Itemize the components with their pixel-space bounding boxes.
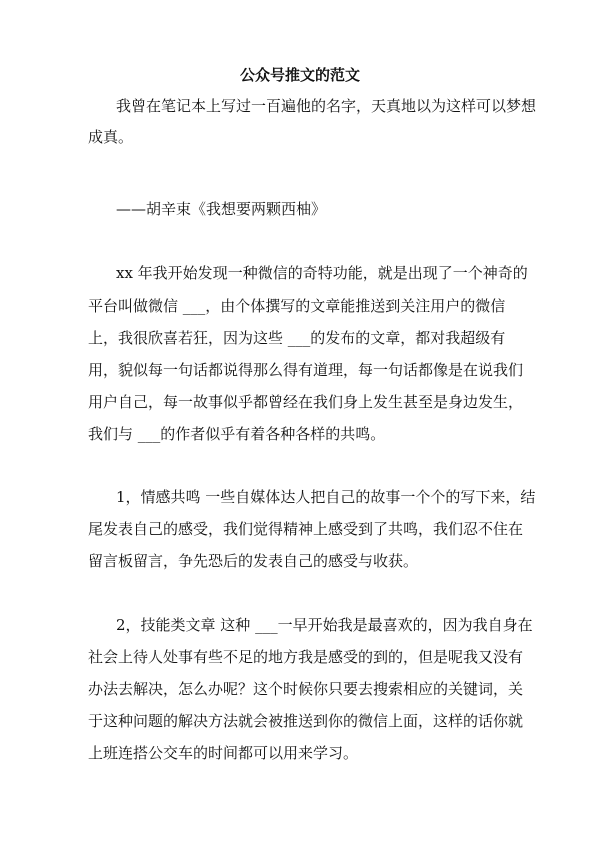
paragraph-discovery-line: 用户自己，每一故事似乎都曾经在我们身上发生甚至是身边发生，: [88, 393, 524, 411]
paragraph-opening-line: 成真。: [88, 128, 134, 146]
paragraph-emotion-line: 留言板留言，争先恐后的发表自己的感受与收获。: [88, 552, 419, 570]
paragraph-skills-line: 办法去解决，怎么办呢？这个时候你只要去搜索相应的关键词，关: [88, 680, 524, 698]
paragraph-discovery-line: 用，貌似每一句话都说得那么得有道理，每一句话都像是在说我们: [88, 361, 524, 379]
paragraph-skills-line: 于这种问题的解决方法就会被推送到你的微信上面，这样的话你就: [88, 712, 524, 730]
paragraph-discovery-line: 上，我很欣喜若狂，因为这些 ___的发布的文章，都对我超级有: [88, 329, 506, 347]
paragraph-opening-line: 我曾在笔记本上写过一百遍他的名字，天真地以为这样可以梦想: [116, 97, 537, 115]
paragraph-skills-line: 社会上待人处事有些不足的地方我是感受的到的，但是呢我又没有: [88, 648, 524, 666]
paragraph-discovery-line: 我们与 ___的作者似乎有着各种各样的共鸣。: [88, 425, 386, 443]
paragraph-skills-line: 上班连搭公交车的时间都可以用来学习。: [88, 744, 359, 762]
paragraph-discovery-line: 平台叫做微信 ___，由个体撰写的文章能推送到关注用户的微信: [88, 297, 506, 315]
quote-attribution: ——胡辛束《我想要两颗西柚》: [116, 200, 327, 218]
document-title: 公众号推文的范文: [239, 66, 360, 84]
paragraph-discovery-line: xx 年我开始发现一种微信的奇特功能，就是出现了一个神奇的: [116, 264, 528, 282]
paragraph-emotion-line: 尾发表自己的感受，我们觉得精神上感受到了共鸣，我们忍不住在: [88, 520, 524, 538]
paragraph-emotion-line: 1，情感共鸣 一些自媒体达人把自己的故事一个个的写下来，结: [116, 488, 536, 506]
paragraph-skills-line: 2，技能类文章 这种 ___一早开始我是最喜欢的，因为我自身在: [116, 616, 533, 634]
